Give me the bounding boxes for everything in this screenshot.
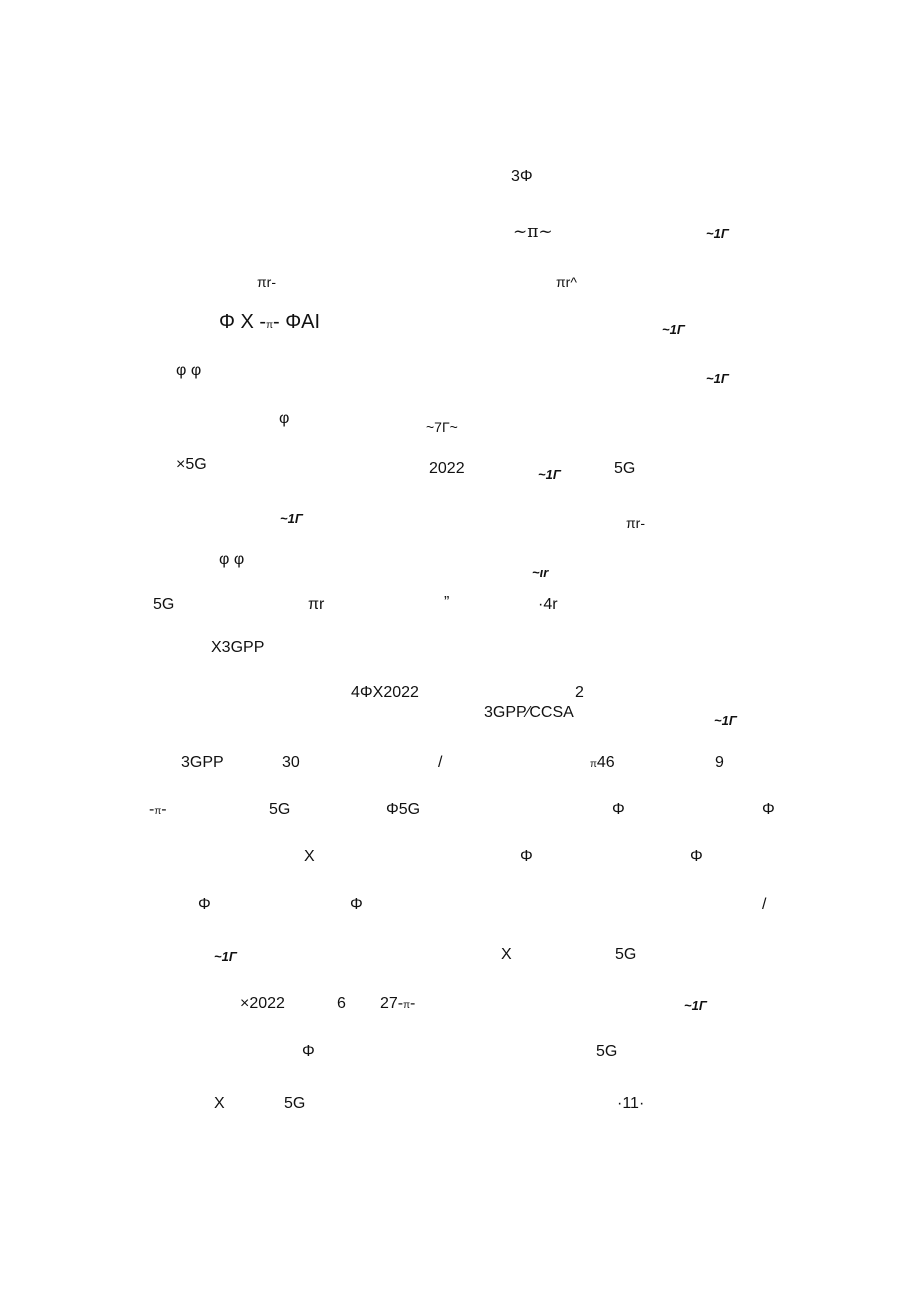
text-fragment: Φ — [350, 896, 363, 913]
text-fragment: πr- — [626, 515, 645, 531]
text-fragment: ~7Γ~ — [426, 419, 458, 435]
text-fragment: 5G — [269, 801, 291, 818]
text-fragment: Φ — [762, 801, 775, 818]
text-fragment: ·4r — [538, 596, 558, 613]
text-fragment: Φ5G — [386, 801, 421, 818]
text-fragment — [590, 754, 615, 774]
text-fragment: 30 — [282, 754, 300, 771]
text-fragment: ~1Γ — [662, 322, 685, 337]
text-fragment: ~1Γ — [538, 467, 561, 482]
text-fragment: ~ιr — [532, 565, 549, 580]
text-fragment: Φ — [198, 896, 211, 913]
text-fragment — [380, 995, 415, 1015]
text-fragment: ×5G — [176, 456, 207, 473]
text-fragment: 5G — [284, 1095, 306, 1112]
text-fragment: 46 — [596, 754, 615, 771]
text-fragment: 5G — [596, 1043, 618, 1060]
text-fragment: φ — [279, 410, 290, 427]
text-fragment: - — [161, 801, 167, 818]
text-fragment: X — [501, 946, 512, 963]
text-fragment: ~1Γ — [280, 511, 303, 526]
text-fragment: X3GPP — [211, 639, 265, 656]
text-fragment: πr- — [257, 274, 276, 290]
text-fragment: ~1Γ — [684, 998, 707, 1013]
text-fragment: / — [438, 754, 443, 771]
text-fragment: 3GPP⁄CCSA — [484, 704, 574, 721]
text-fragment: - ΦAI — [272, 311, 321, 333]
text-fragment: Φ — [612, 801, 625, 818]
text-fragment: ~1Γ — [214, 949, 237, 964]
text-fragment: ~1Γ — [714, 713, 737, 728]
text-fragment: π — [266, 320, 273, 331]
text-fragment: π — [403, 1000, 411, 1011]
text-fragment: 2022 — [429, 460, 465, 477]
text-fragment: πr^ — [556, 274, 577, 290]
text-fragment: Φ — [520, 848, 533, 865]
text-fragment: φ φ — [176, 362, 202, 379]
text-fragment: ~1Γ — [706, 371, 729, 386]
text-fragment — [219, 311, 320, 337]
text-fragment: 2 — [575, 684, 584, 701]
text-fragment: X — [304, 848, 315, 865]
text-fragment: ×2022 — [240, 995, 285, 1012]
text-fragment: / — [762, 896, 767, 913]
text-fragment: 9 — [715, 754, 724, 771]
text-fragment: ~1Γ — [706, 226, 729, 241]
text-fragment: ~π~ — [513, 222, 553, 242]
text-fragment: πr — [308, 596, 325, 613]
text-fragment: Φ — [690, 848, 703, 865]
text-fragment: 5G — [615, 946, 637, 963]
text-fragment: - — [149, 801, 155, 818]
text-fragment: Φ X - — [219, 311, 267, 333]
text-fragment — [149, 801, 167, 821]
text-fragment: φ φ — [219, 551, 245, 568]
text-fragment: 3GPP — [181, 754, 224, 771]
page-number: ·11· — [617, 1095, 645, 1112]
text-fragment: 27- — [380, 995, 404, 1012]
text-fragment: 5G — [614, 460, 636, 477]
text-fragment: - — [410, 995, 416, 1012]
text-fragment: 5G — [153, 596, 175, 613]
text-fragment: 6 — [337, 995, 346, 1012]
text-fragment: ” — [444, 594, 450, 611]
text-fragment: Φ — [302, 1043, 315, 1060]
text-fragment: X — [214, 1095, 225, 1112]
text-fragment: π — [154, 806, 162, 817]
text-fragment: π — [590, 759, 597, 770]
text-fragment: 4ΦX2022 — [351, 684, 419, 701]
text-fragment: 3Φ — [511, 168, 533, 185]
